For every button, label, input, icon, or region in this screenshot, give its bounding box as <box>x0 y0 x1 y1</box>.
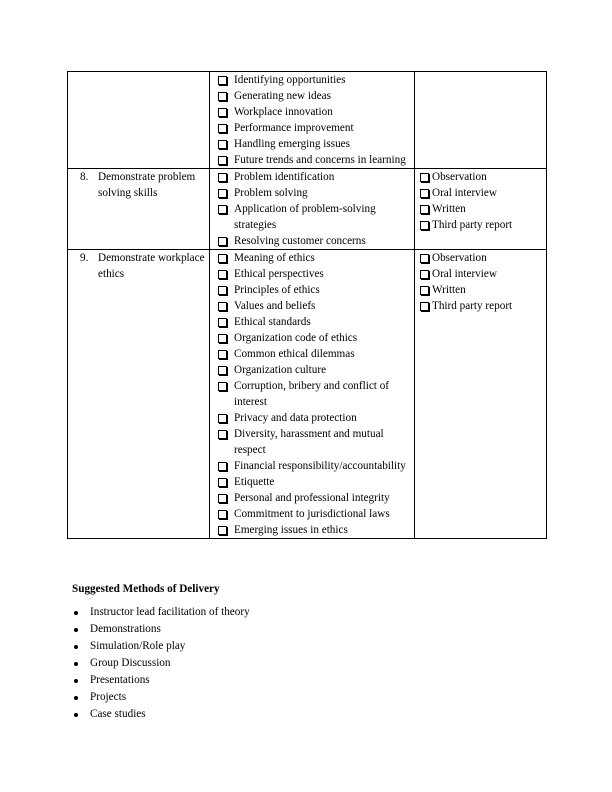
list-item: Case studies <box>72 706 250 723</box>
checkbox-bullet-icon <box>218 382 227 391</box>
bullet-icon <box>74 713 78 717</box>
content-item: Commitment to jurisdictional laws <box>214 506 410 522</box>
content-item: Emerging issues in ethics <box>214 522 410 538</box>
checkbox-bullet-icon <box>218 108 227 117</box>
content-item: Principles of ethics <box>214 282 410 298</box>
checkbox-bullet-icon <box>218 350 227 359</box>
checkbox-bullet-icon <box>420 173 429 182</box>
checkbox-bullet-icon <box>218 430 227 439</box>
table-row <box>68 250 547 539</box>
checkbox-bullet-icon <box>420 189 429 198</box>
content-cell <box>210 72 415 169</box>
content-item: Ethical perspectives <box>214 266 410 282</box>
assessment-item: Written <box>419 282 542 298</box>
checkbox-bullet-icon <box>218 286 227 295</box>
content-item: Privacy and data protection <box>214 410 410 426</box>
assessment-item: Oral interview <box>419 185 542 201</box>
assessment-cell <box>415 72 547 169</box>
checkbox-bullet-icon <box>218 124 227 133</box>
checkbox-bullet-icon <box>218 366 227 375</box>
content-item: Values and beliefs <box>214 298 410 314</box>
checkbox-bullet-icon <box>218 270 227 279</box>
outcome-cell <box>68 72 210 169</box>
assessment-list <box>419 250 542 314</box>
table-row <box>68 169 547 250</box>
outcome-number: 8. <box>80 171 89 183</box>
outcome-text: Demonstrate problem solving skills <box>98 171 196 199</box>
checkbox-bullet-icon <box>218 205 227 214</box>
checkbox-bullet-icon <box>218 237 227 246</box>
outcome-cell <box>68 169 210 250</box>
table-row <box>68 72 547 169</box>
assessment-cell <box>415 169 547 250</box>
outcome-number: 9. <box>80 252 89 264</box>
content-item: Corruption, bribery and conflict of interest <box>214 378 410 410</box>
bullet-icon <box>74 645 78 649</box>
content-item: Ethical standards <box>214 314 410 330</box>
content-item: Diversity, harassment and mutual respect <box>214 426 410 458</box>
checkbox-bullet-icon <box>218 254 227 263</box>
checkbox-bullet-icon <box>218 526 227 535</box>
checkbox-bullet-icon <box>420 254 429 263</box>
content-item: Workplace innovation <box>214 104 410 120</box>
content-item: Financial responsibility/accountability <box>214 458 410 474</box>
checkbox-bullet-icon <box>218 462 227 471</box>
bullet-icon <box>74 696 78 700</box>
checkbox-bullet-icon <box>218 318 227 327</box>
checkbox-bullet-icon <box>218 510 227 519</box>
checkbox-bullet-icon <box>218 302 227 311</box>
checkbox-bullet-icon <box>218 189 227 198</box>
assessment-item: Observation <box>419 250 542 266</box>
content-item: Performance improvement <box>214 120 410 136</box>
content-cell <box>210 169 415 250</box>
checkbox-bullet-icon <box>218 76 227 85</box>
content-item: Common ethical dilemmas <box>214 346 410 362</box>
checkbox-bullet-icon <box>420 221 429 230</box>
content-item: Organization culture <box>214 362 410 378</box>
content-item: Personal and professional integrity <box>214 490 410 506</box>
checkbox-bullet-icon <box>420 270 429 279</box>
content-list <box>214 72 410 168</box>
list-item: Instructor lead facilitation of theory <box>72 604 250 621</box>
checkbox-bullet-icon <box>218 92 227 101</box>
list-item: Presentations <box>72 672 250 689</box>
assessment-item: Written <box>419 201 542 217</box>
checkbox-bullet-icon <box>420 205 429 214</box>
checkbox-bullet-icon <box>420 302 429 311</box>
content-item: Handling emerging issues <box>214 136 410 152</box>
content-item: Etiquette <box>214 474 410 490</box>
content-item: Generating new ideas <box>214 88 410 104</box>
content-item: Problem identification <box>214 169 410 185</box>
bullet-icon <box>74 662 78 666</box>
content-cell <box>210 250 415 539</box>
content-item: Organization code of ethics <box>214 330 410 346</box>
assessment-list <box>419 169 542 233</box>
bullet-icon <box>74 679 78 683</box>
content-item: Problem solving <box>214 185 410 201</box>
checkbox-bullet-icon <box>218 494 227 503</box>
assessment-item: Oral interview <box>419 266 542 282</box>
list-item: Group Discussion <box>72 655 250 672</box>
checkbox-bullet-icon <box>218 334 227 343</box>
outcome-cell <box>68 250 210 539</box>
assessment-cell <box>415 250 547 539</box>
checkbox-bullet-icon <box>218 478 227 487</box>
checkbox-bullet-icon <box>218 156 227 165</box>
delivery-methods-list <box>72 604 250 723</box>
content-item: Application of problem-solving strategies <box>214 201 410 233</box>
list-item: Simulation/Role play <box>72 638 250 655</box>
content-list <box>214 250 410 538</box>
content-item: Future trends and concerns in learning <box>214 152 410 168</box>
checkbox-bullet-icon <box>218 414 227 423</box>
checkbox-bullet-icon <box>420 286 429 295</box>
checkbox-bullet-icon <box>218 173 227 182</box>
delivery-heading: Suggested Methods of Delivery <box>72 583 220 595</box>
assessment-item: Observation <box>419 169 542 185</box>
checkbox-bullet-icon <box>218 140 227 149</box>
outcome-text: Demonstrate workplace ethics <box>98 252 205 280</box>
content-item: Resolving customer concerns <box>214 233 410 249</box>
list-item: Projects <box>72 689 250 706</box>
assessment-item: Third party report <box>419 217 542 233</box>
content-item: Identifying opportunities <box>214 72 410 88</box>
bullet-icon <box>74 628 78 632</box>
bullet-icon <box>74 611 78 615</box>
content-list <box>214 169 410 249</box>
content-item: Meaning of ethics <box>214 250 410 266</box>
list-item: Demonstrations <box>72 621 250 638</box>
competency-table <box>67 71 547 539</box>
assessment-item: Third party report <box>419 298 542 314</box>
